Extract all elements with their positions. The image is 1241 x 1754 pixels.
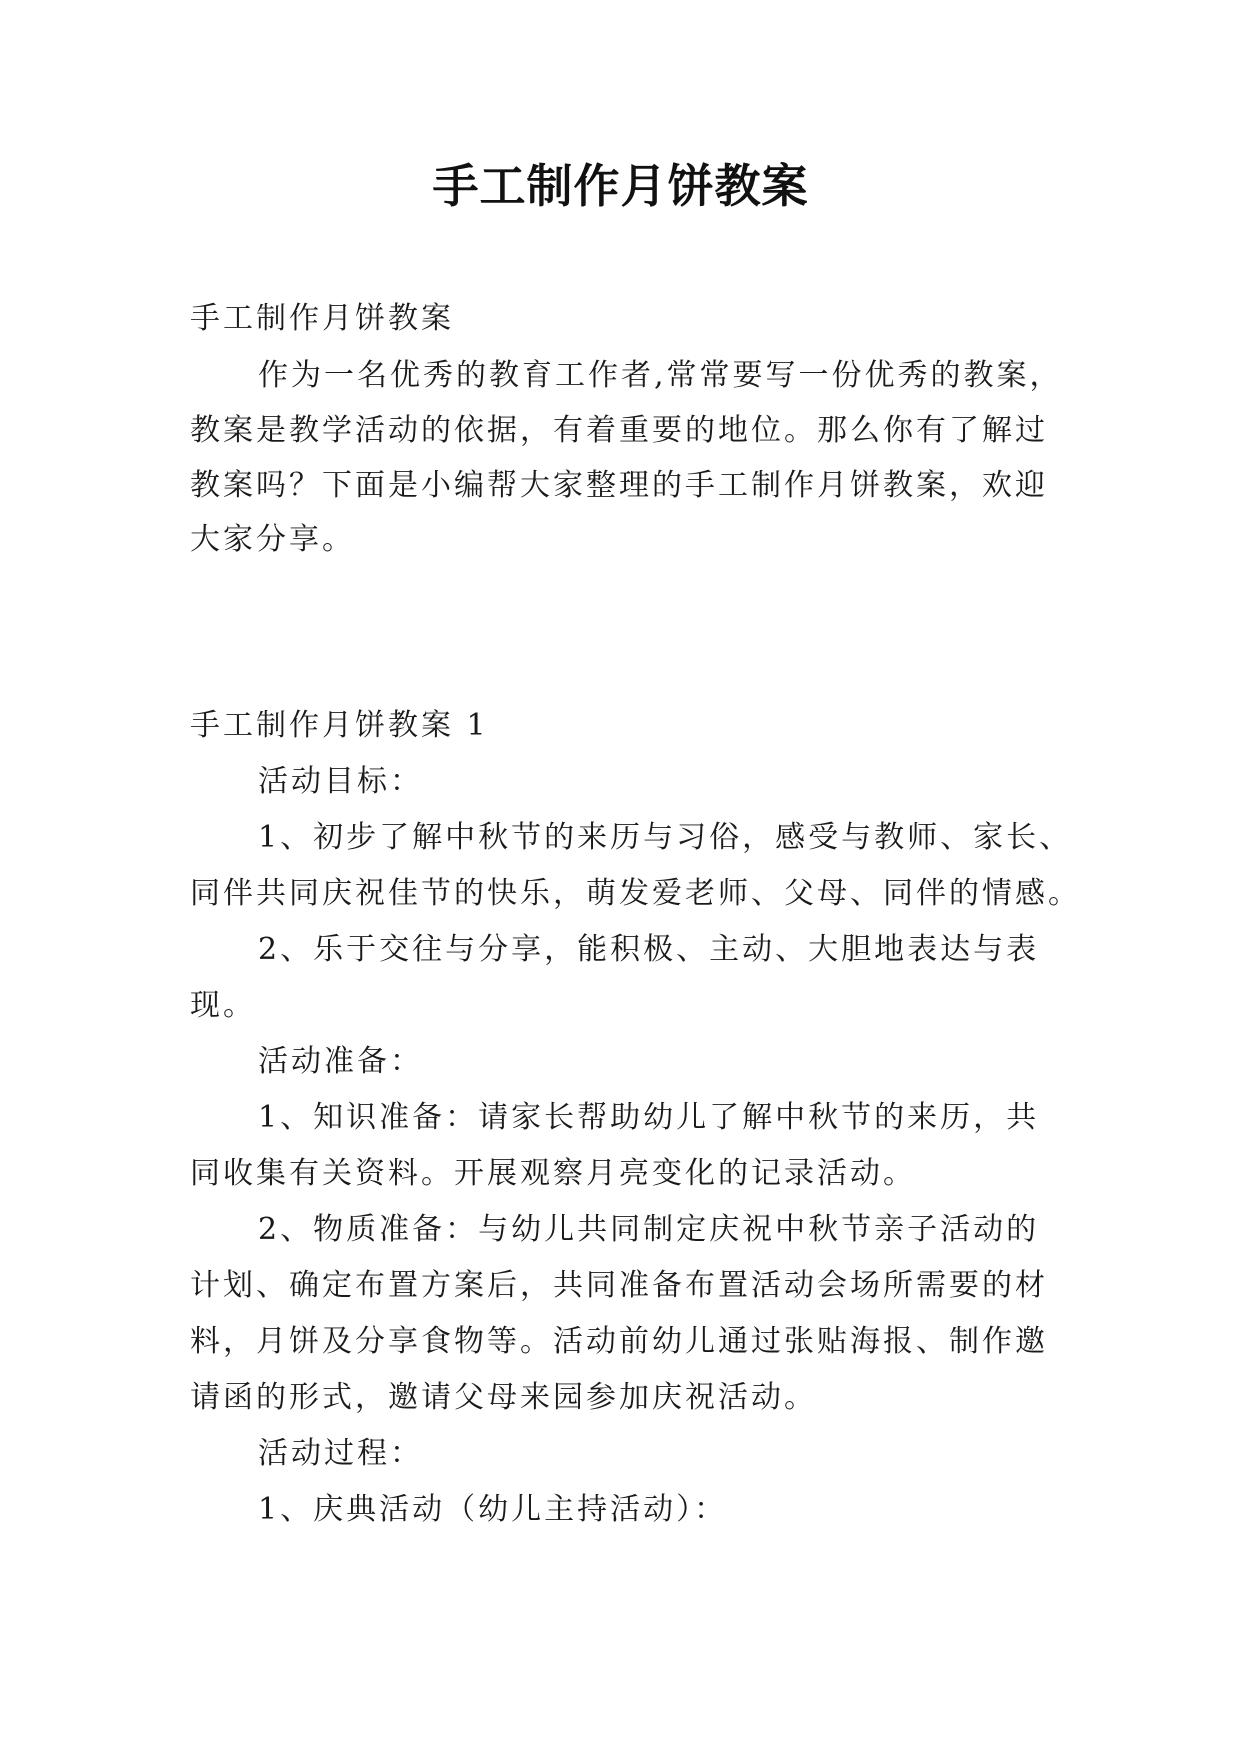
paragraph-line: 计划、确定布置方案后，共同准备布置活动会场所需要的材 (190, 1268, 1048, 1303)
paragraph-line: 请函的形式，邀请父母来园参加庆祝活动。 (190, 1380, 817, 1415)
paragraph-line: 1、初步了解中秋节的来历与习俗，感受与教师、家长、 (258, 820, 1073, 855)
section-heading: 手工制作月饼教案 1 (190, 708, 489, 743)
paragraph-line: 同伴共同庆祝佳节的快乐，萌发爱老师、父母、同伴的情感。 (190, 876, 1081, 911)
paragraph-line: 1、知识准备：请家长帮助幼儿了解中秋节的来历，共 (258, 1100, 1040, 1135)
paragraph-line: 2、物质准备：与幼儿共同制定庆祝中秋节亲子活动的 (258, 1212, 1040, 1247)
paragraph-line: 教案吗？下面是小编帮大家整理的手工制作月饼教案，欢迎 (190, 468, 1048, 503)
section-heading: 手工制作月饼教案 (190, 301, 454, 336)
paragraph-line: 教案是教学活动的依据，有着重要的地位。那么你有了解过 (190, 413, 1048, 448)
paragraph-line: 现。 (190, 988, 256, 1023)
paragraph-line: 1、庆典活动（幼儿主持活动）： (258, 1492, 728, 1527)
paragraph-line: 料，月饼及分享食物等。活动前幼儿通过张贴海报、制作邀 (190, 1324, 1048, 1359)
subheading: 活动准备： (258, 1044, 423, 1079)
subheading: 活动目标： (258, 764, 423, 799)
subheading: 活动过程： (258, 1436, 423, 1471)
paragraph-line: 大家分享。 (190, 522, 355, 557)
paragraph-line: 2、乐于交往与分享，能积极、主动、大胆地表达与表 (258, 932, 1040, 967)
paragraph-line: 作为一名优秀的教育工作者,常常要写一份优秀的教案， (258, 358, 1063, 393)
paragraph-line: 同收集有关资料。开展观察月亮变化的记录活动。 (190, 1156, 916, 1191)
document-title: 手工制作月饼教案 (432, 159, 809, 213)
